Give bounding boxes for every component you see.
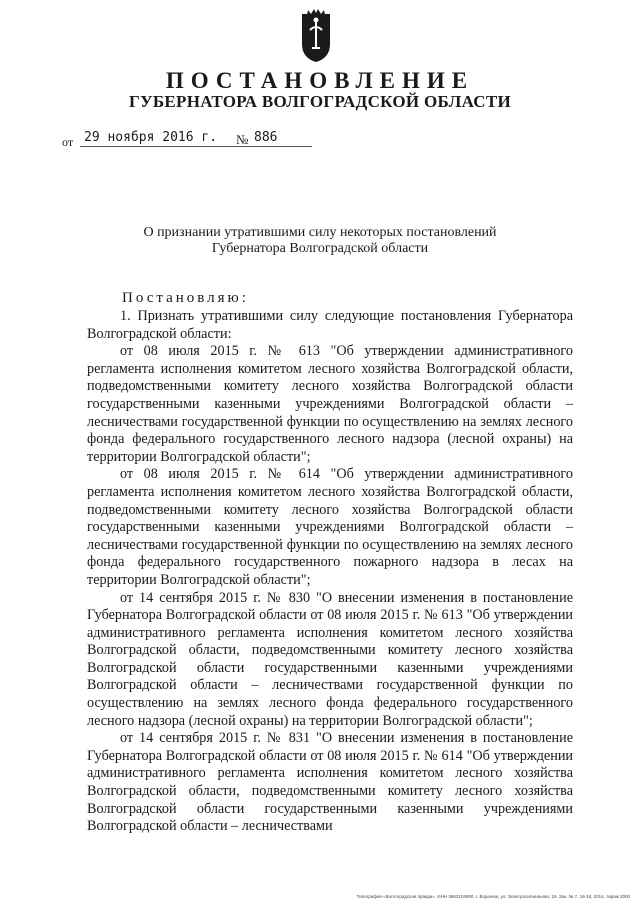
document-body xyxy=(87,308,573,836)
paragraph: 1. Признать утратившими силу следующие постановления Губернатора Волгоградской области: xyxy=(87,308,573,342)
decree-word: Постановляю: xyxy=(122,290,249,306)
document-number: 886 xyxy=(252,130,312,147)
subject-line: О признании утратившими силу некоторых постановлений xyxy=(143,225,497,240)
paragraph: от 14 сентября 2015 г. № 831 "О внесении изменения в постановление Губернатора Волгоградской области от 08 июля 2015 г. № 614 "Об утверждении административного регламента исполнения комитетом лесного хозяйства Волгоградской области, подведомственными комитету лесного хозяйства Волгоградской области государственными казенными учреждениями Волгоградской области – лесничествами xyxy=(87,730,573,835)
number-label: № xyxy=(236,132,249,147)
document-subtitle: ГУБЕРНАТОРА ВОЛГОГРАДСКОЙ ОБЛАСТИ xyxy=(128,92,512,111)
document-date: 29 ноября 2016 г. xyxy=(80,130,296,147)
paragraph: от 08 июля 2015 г. № 614 "Об утверждении административного регламента исполнения комитетом лесного хозяйства Волгоградской области, подведомственными комитету лесного хозяйства Волгоградской области государственными казенными учреждениями Волгоградской области – лесничествами государственной функции по осуществлению на землях лесного фонда федерального государственного пожарного надзора в лесах на территории Волгоградской области"; xyxy=(87,466,573,588)
subject-line: Губернатора Волгоградской области xyxy=(211,241,429,256)
date-prefix-label: от xyxy=(62,135,74,149)
paragraph: от 08 июля 2015 г. № 613 "Об утверждении административного регламента исполнения комитетом лесного хозяйства Волгоградской области, подведомственными комитету лесного хозяйства Волгоградской области государственными казенными учреждениями Волгоградской области – лесничествами государственной функции по осуществлению на землях лесного фонда федерального государственного лесного надзора (лесной охраны) на территории Волгоградской области"; xyxy=(87,343,573,465)
document-title: ПОСТАНОВЛЕНИЕ xyxy=(165,68,475,93)
document-subject xyxy=(0,225,640,257)
printer-imprint: Типография «Волгоградская правда». ИНН 3662104990. г. Воронеж, ул. Электросигнальная, 19. Зак. № 7. 16-18, 2014, тираж 2000 xyxy=(356,894,630,899)
paragraph: от 14 сентября 2015 г. № 830 "О внесении изменения в постановление Губернатора Волгоградской области от 08 июля 2015 г. № 613 "Об утверждении административного регламента исполнения комитетом лесного хозяйства Волгоградской области, подведомственными комитету лесного хозяйства Волгоградской области государственными казенными учреждениями Волгоградской области – лесничествами государственной функции по осуществлению на землях лесного фонда федерального государственного лесного надзора (лесной охраны) на территории Волгоградской области"; xyxy=(87,589,573,729)
volgograd-coat-of-arms-icon xyxy=(296,8,336,64)
